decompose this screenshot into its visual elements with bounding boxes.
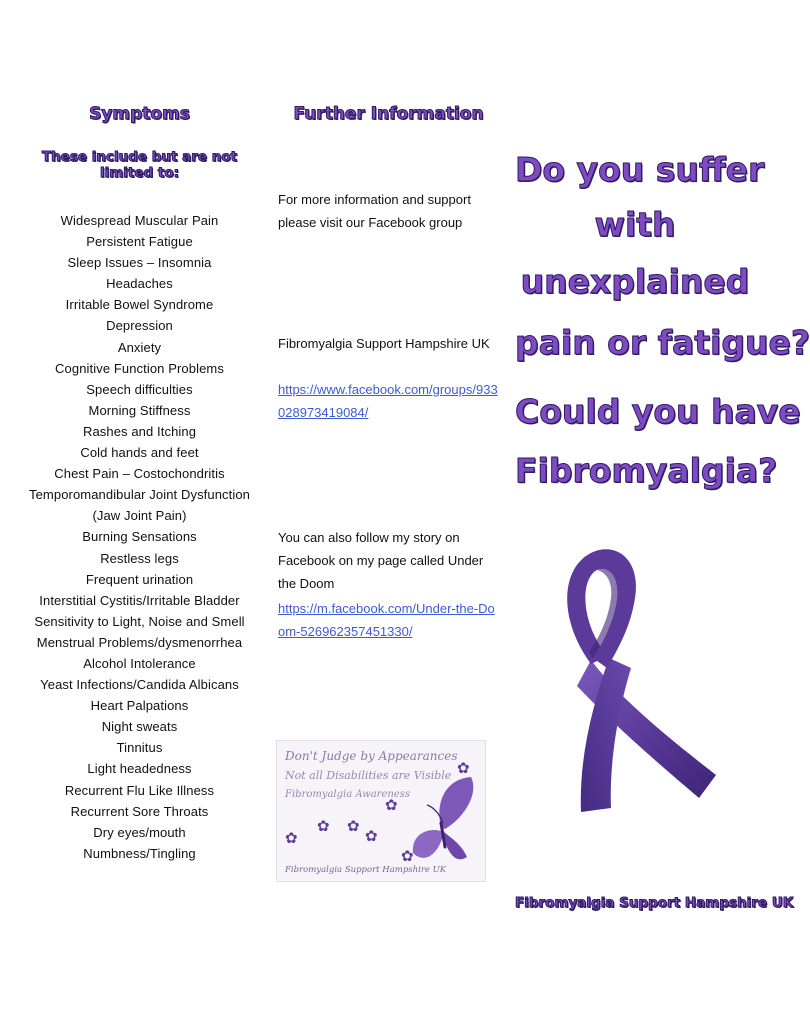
list-item: Sensitivity to Light, Noise and Smell	[34, 613, 245, 629]
card-line-judge: Don't Judge by Appearances	[285, 749, 458, 763]
list-item: (Jaw Joint Pain)	[92, 508, 187, 524]
list-item: Cognitive Function Problems	[55, 360, 224, 376]
list-item: Recurrent Flu Like Illness	[64, 782, 215, 798]
facebook-page-link[interactable]: https://m.facebook.com/Under-the-Doom-526962357451330/	[278, 601, 495, 639]
symptoms-title: Symptoms	[89, 104, 190, 124]
story-text: You can also follow my story on Facebook on my page called Under the Doom	[278, 530, 484, 591]
group-name: Fibromyalgia Support Hampshire UK	[278, 336, 490, 351]
list-item: Interstitial Cystitis/Irritable Bladder	[39, 592, 240, 608]
list-item: Heart Palpations	[90, 698, 189, 714]
star-icon: ✿	[365, 828, 378, 845]
list-item: Night sweats	[101, 719, 178, 735]
symptoms-subtitle: These include but are not limited to:	[41, 149, 238, 181]
footer-group-name: Fibromyalgia Support Hampshire UK	[515, 895, 794, 911]
list-item: Widespread Muscular Pain	[60, 213, 219, 228]
list-item: Cold hands and feet	[80, 445, 199, 461]
list-item: Irritable Bowel Syndrome	[65, 297, 214, 313]
facebook-group-link[interactable]: https://www.facebook.com/groups/933028973419084/	[278, 382, 498, 420]
star-icon: ✿	[285, 830, 298, 847]
card-line-awareness: Fibromyalgia Awareness	[285, 789, 410, 800]
star-icon: ✿	[457, 760, 470, 777]
list-item: Frequent urination	[85, 571, 194, 587]
list-item: Dry eyes/mouth	[93, 824, 186, 840]
hero-line-5: Could you have	[515, 392, 801, 431]
list-item: Tinnitus	[116, 740, 163, 756]
symptoms-list	[22, 210, 257, 864]
list-item: Alcohol Intolerance	[83, 655, 196, 671]
hero-line-6: Fibromyalgia?	[515, 451, 778, 490]
list-item: Rashes and Itching	[82, 423, 197, 439]
list-item: Numbness/Tingling	[83, 845, 196, 861]
awareness-card	[276, 740, 486, 882]
hero-line-3: unexplained	[520, 262, 750, 301]
star-icon: ✿	[347, 818, 360, 835]
list-item: Menstrual Problems/dysmenorrhea	[36, 634, 243, 650]
list-item: Anxiety	[117, 339, 162, 355]
star-icon: ✿	[317, 818, 330, 835]
list-item: Light headedness	[87, 761, 192, 777]
butterfly-icon	[405, 773, 481, 869]
list-item: Speech difficulties	[86, 381, 193, 397]
list-item: Chest Pain – Costochondritis	[54, 466, 225, 482]
card-line-disabilities: Not all Disabilities are Visible	[285, 769, 452, 782]
list-item: Depression	[106, 318, 173, 334]
star-icon: ✿	[401, 848, 414, 865]
awareness-ribbon-icon	[531, 540, 741, 825]
hero-line-4: pain or fatigue?	[515, 323, 810, 362]
list-item: Burning Sensations	[82, 529, 197, 545]
further-info-intro: For more information and support please visit our Facebook group	[278, 192, 471, 230]
hero-line-1: Do you suffer	[515, 150, 765, 189]
list-item: Headaches	[106, 276, 173, 292]
hero-line-2: with	[594, 205, 676, 244]
list-item: Sleep Issues – Insomnia	[67, 255, 212, 271]
list-item: Temporomandibular Joint Dysfunction	[29, 487, 250, 503]
list-item: Persistent Fatigue	[86, 234, 193, 250]
list-item: Yeast Infections/Candida Albicans	[40, 677, 239, 693]
card-footer: Fibromyalgia Support Hampshire UK	[285, 865, 447, 875]
star-icon: ✿	[385, 797, 398, 814]
further-info-title: Further Information	[293, 104, 484, 124]
list-item: Restless legs	[100, 550, 179, 566]
list-item: Recurrent Sore Throats	[70, 803, 209, 819]
awareness-ribbon	[531, 540, 741, 825]
list-item: Morning Stiffness	[88, 402, 191, 418]
